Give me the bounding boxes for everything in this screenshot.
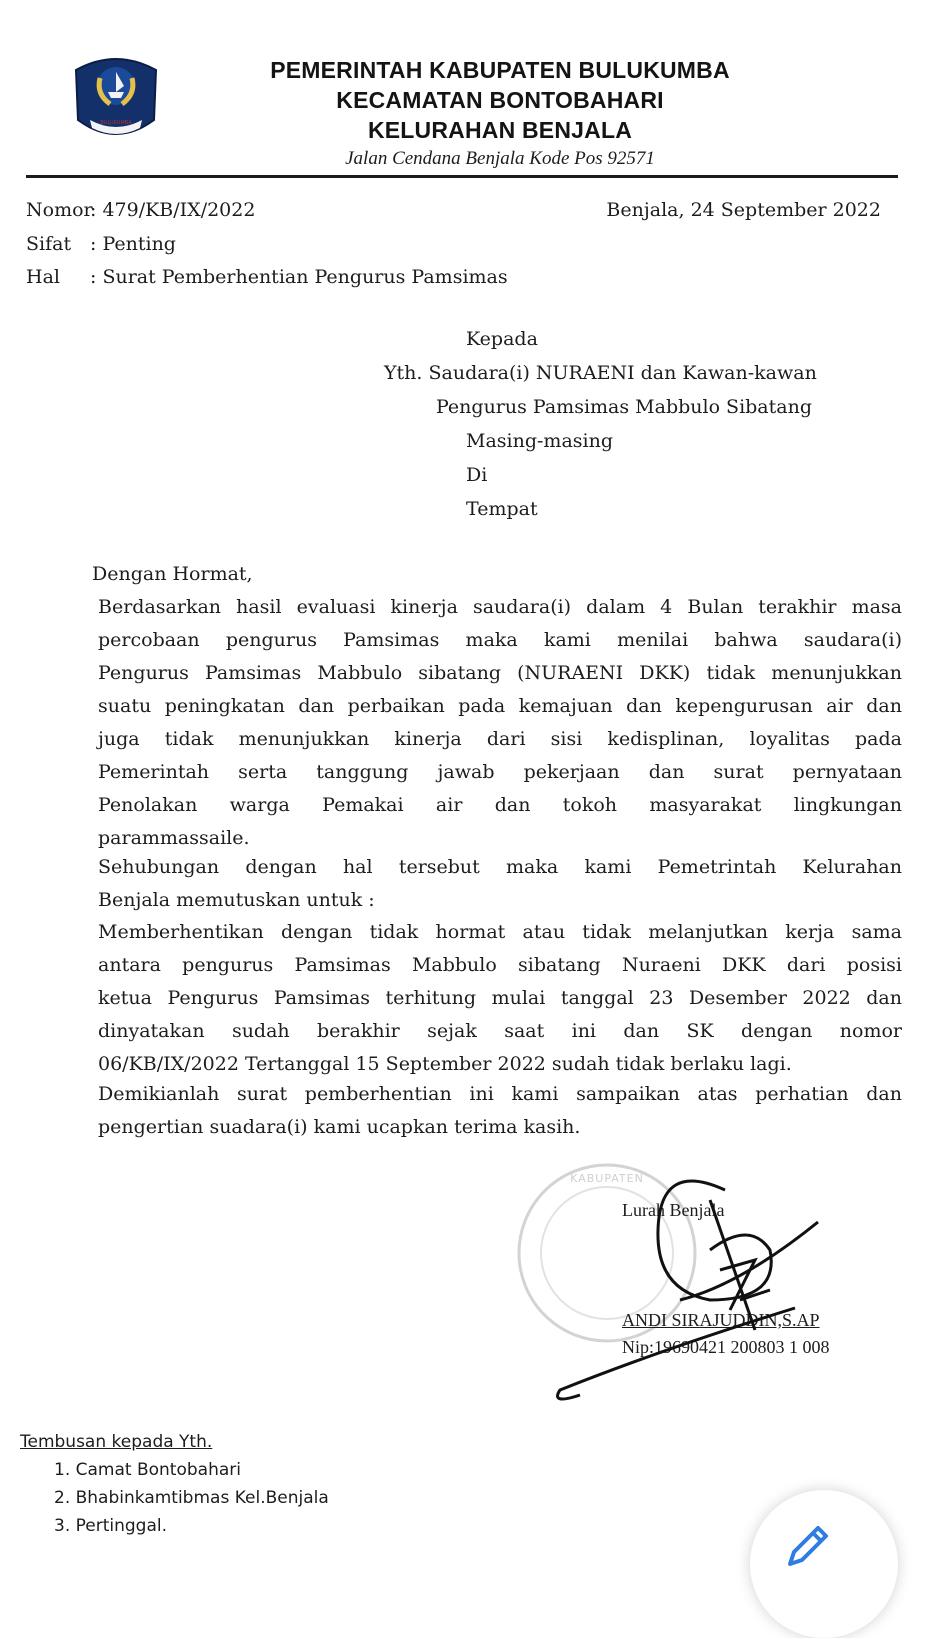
signatory-title: Lurah Benjala [622,1200,725,1220]
paragraph-line: Pengurus Pamsimas Mabbulo sibatang (NURAENI DKK) tidak menunjukkan [98,662,902,684]
paragraph-line: Memberhentikan dengan tidak hormat atau tidak melanjutkan kerja sama [98,921,902,943]
regency-emblem [66,48,166,148]
recipient-name: Yth. Saudara(i) NURAENI dan Kawan-kawan [384,362,817,384]
sifat-label: Sifat [26,233,72,255]
paragraph-line: pengertian suadara(i) kami ucapkan terima kasih. [98,1116,581,1138]
emblem-text: BULUKUMBA [100,120,132,126]
letterhead-government: PEMERINTAH KABUPATEN BULUKUMBA [270,57,730,83]
letterhead-village: KELURAHAN BENJALA [367,117,633,143]
paragraph-line: dinyatakan sudah berakhir sejak saat ini dan SK dengan nomor [98,1020,902,1042]
pencil-icon [780,1518,836,1574]
letterhead-address: Jalan Cendana Benjala Kode Pos 92571 [345,148,655,169]
recipient-masing: Masing-masing [466,430,613,452]
letterhead-divider [26,175,898,178]
paragraph-line: parammassaile. [98,827,250,849]
hal-label: Hal [26,266,60,288]
paragraph-line: Penolakan warga Pemakai air dan tokoh masyarakat lingkungan [98,794,902,816]
stamp-text: KABUPATEN [570,1172,644,1185]
paragraph-line: Benjala memutuskan untuk : [98,889,375,911]
cc-item: 2. Bhabinkamtibmas Kel.Benjala [54,1488,329,1508]
paragraph-line: juga tidak menunjukkan kinerja dari sisi kedisplinan, loyalitas pada [98,728,902,750]
signatory-nip: Nip:19690421 200803 1 008 [622,1337,830,1357]
cc-heading: Tembusan kepada Yth. [20,1432,213,1452]
nomor-value: : 479/KB/IX/2022 [90,199,256,221]
paragraph-line: suatu peningkatan dan perbaikan pada kemajuan dan kepengurusan air dan [98,695,902,717]
paragraph-decision-intro [98,851,902,917]
paragraph-line: antara pengurus Pamsimas Mabbulo sibatang Nuraeni DKK dari posisi [98,954,902,976]
greeting: Dengan Hormat, [92,563,253,585]
recipient-kepada: Kepada [466,328,538,350]
recipient-tempat: Tempat [466,498,538,520]
nomor-label: Nomor [26,199,93,221]
hal-value: : Surat Pemberhentian Pengurus Pamsimas [90,266,508,288]
cc-item: 1. Camat Bontobahari [54,1460,241,1480]
cc-item: 3. Pertinggal. [54,1516,168,1536]
paragraph-closing [98,1078,902,1144]
recipient-di: Di [466,464,488,486]
edit-button[interactable] [750,1490,898,1638]
paragraph-line: Berdasarkan hasil evaluasi kinerja saudara(i) dalam 4 Bulan terakhir masa [98,596,902,618]
sifat-value: : Penting [90,233,176,255]
handwritten-signature [540,1150,840,1420]
letterhead-district: KECAMATAN BONTOBAHARI [336,87,664,113]
recipient-organization: Pengurus Pamsimas Mabbulo Sibatang [436,396,813,418]
paragraph-line: Demikianlah surat pemberhentian ini kami sampaikan atas perhatian dan [98,1083,902,1105]
signatory-name: ANDI SIRAJUDDIN,S.AP [622,1310,820,1330]
paragraph-line: ketua Pengurus Pamsimas terhitung mulai tanggal 23 Desember 2022 dan [98,987,902,1009]
paragraph-line: 06/KB/IX/2022 Tertanggal 15 September 2022 sudah tidak berlaku lagi. [98,1053,792,1075]
paragraph-decision [98,916,902,1081]
paragraph-line: Sehubungan dengan hal tersebut maka kami Pemetrintah Kelurahan [98,856,902,878]
paragraph-line: percobaan pengurus Pamsimas maka kami menilai bahwa saudara(i) [98,629,902,651]
paragraph-line: Pemerintah serta tanggung jawab pekerjaan dan surat pernyataan [98,761,902,783]
place-date: Benjala, 24 September 2022 [606,199,881,221]
paragraph-evaluation [98,591,902,855]
